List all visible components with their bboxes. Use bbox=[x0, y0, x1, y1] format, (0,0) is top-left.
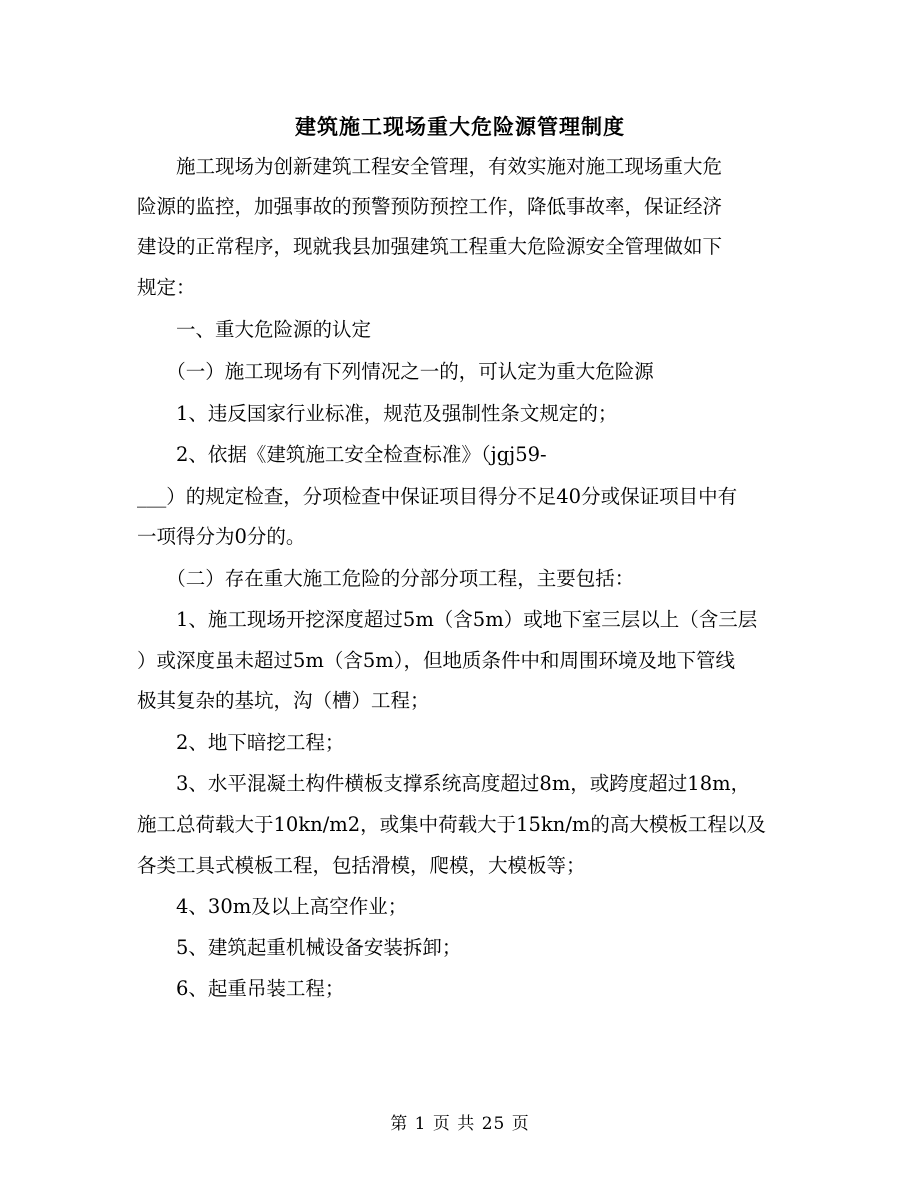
list-item-2-5: 5、建筑起重机械设备安装拆卸； bbox=[137, 936, 462, 959]
section-heading-1: 一、重大危险源的认定 bbox=[137, 318, 372, 341]
list-item-2-3: 3、水平混凝土构件横板支撑系统高度超过8m，或跨度超过18m， bbox=[137, 772, 751, 795]
list-item-2-4: 4、30m及以上高空作业； bbox=[137, 895, 408, 918]
list-item-2-1: 1、施工现场开挖深度超过5m（含5m）或地下室三层以上（含三层 bbox=[137, 608, 758, 631]
list-item-2-6: 6、起重吊装工程； bbox=[137, 977, 345, 1000]
document-title: 建筑施工现场重大危险源管理制度 bbox=[295, 114, 625, 139]
list-item-1-2-cont-2: 一项得分为0分的。 bbox=[137, 525, 306, 548]
list-item-2-3-cont-1: 施工总荷载大于10kn/m2，或集中荷载大于15kn/m的高大模板工程以及 bbox=[137, 813, 766, 836]
list-item-1-1: 1、违反国家行业标准，规范及强制性条文规定的； bbox=[137, 402, 618, 425]
body-line-1: 施工现场为创新建筑工程安全管理，有效实施对施工现场重大危 bbox=[137, 155, 723, 178]
list-item-2-1-cont-1: ）或深度虽未超过5m（含5m），但地质条件中和周围环境及地下管线 bbox=[137, 649, 736, 672]
body-line-3: 建设的正常程序，现就我县加强建筑工程重大危险源安全管理做如下 bbox=[137, 235, 723, 258]
list-item-2-2: 2、地下暗挖工程； bbox=[137, 731, 345, 754]
body-line-4: 规定： bbox=[137, 276, 196, 299]
subsection-heading-1: （一）施工现场有下列情况之一的，可认定为重大危险源 bbox=[137, 360, 654, 383]
body-line-2: 险源的监控，加强事故的预警预防预控工作，降低事故率，保证经济 bbox=[137, 195, 723, 218]
page-number-footer: 第 1 页 共 25 页 bbox=[390, 1114, 530, 1134]
list-item-2-3-cont-2: 各类工具式模板工程，包括滑模，爬模，大模板等； bbox=[137, 854, 586, 877]
list-item-1-2-cont-1: ___）的规定检查，分项检查中保证项目得分不足40分或保证项目中有 bbox=[137, 485, 738, 508]
list-item-1-2: 2、依据《建筑施工安全检查标准》（jgj59- bbox=[137, 443, 547, 466]
list-item-2-1-cont-2: 极其复杂的基坑，沟（槽）工程； bbox=[137, 689, 430, 712]
subsection-heading-2: （二）存在重大施工危险的分部分项工程，主要包括： bbox=[137, 567, 635, 590]
